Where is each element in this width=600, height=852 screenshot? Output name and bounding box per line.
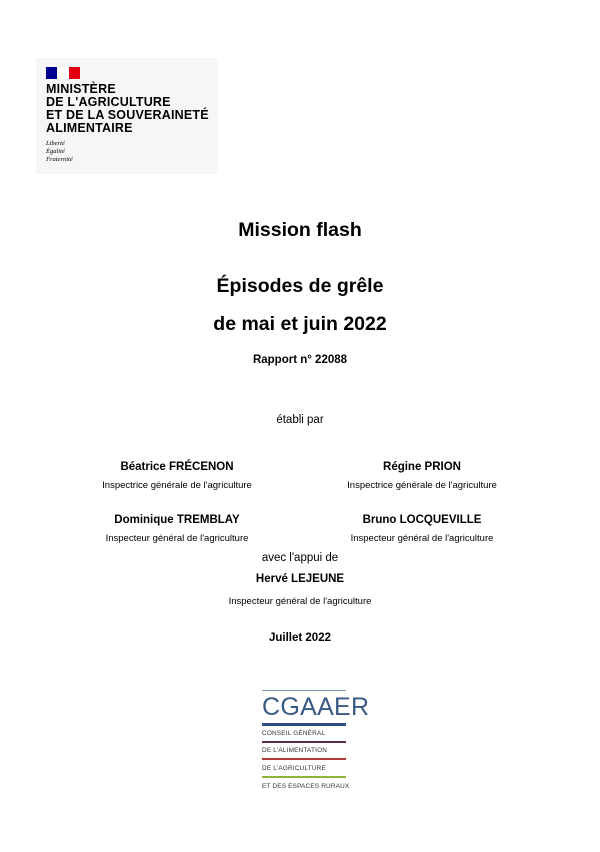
cgaaer-line: DE L'ALIMENTATION	[262, 747, 328, 754]
motto-line: Fraternité	[46, 156, 73, 163]
author-name: Dominique TREMBLAY	[114, 514, 240, 526]
author-name: Régine PRION	[383, 461, 461, 473]
author-role: Inspecteur général de l'agriculture	[105, 533, 249, 544]
ministry-line: MINISTÈRE	[46, 82, 116, 96]
report-number: Rapport n° 22088	[252, 354, 348, 366]
report-subtitle-line2: de mai et juin 2022	[213, 313, 387, 335]
report-title: Mission flash	[238, 219, 362, 241]
ministry-line: DE L'AGRICULTURE	[46, 95, 171, 109]
cgaaer-blue-bar	[262, 723, 346, 726]
support-name: Hervé LEJEUNE	[255, 573, 345, 585]
author-name: Bruno LOCQUEVILLE	[362, 514, 482, 526]
report-subtitle-line1: Épisodes de grêle	[216, 275, 384, 297]
author-role: Inspectrice générale de l'agriculture	[347, 480, 497, 491]
marianne-flag-icon	[46, 67, 80, 79]
ministry-line: ET DE LA SOUVERAINETÉ	[46, 108, 209, 122]
cgaaer-divider	[262, 776, 346, 778]
author-role: Inspecteur général de l'agriculture	[350, 533, 494, 544]
ministry-name	[46, 83, 209, 135]
cgaaer-line: ET DES ESPACES RURAUX	[262, 783, 350, 790]
established-by-label: établi par	[276, 414, 324, 426]
support-role: Inspecteur général de l'agriculture	[228, 596, 372, 607]
ministry-line: ALIMENTAIRE	[46, 121, 133, 135]
motto-line: Égalité	[46, 148, 65, 155]
cgaaer-top-rule	[262, 690, 346, 691]
author-role: Inspectrice générale de l'agriculture	[102, 480, 252, 491]
support-label: avec l'appui de	[261, 552, 339, 564]
motto-line: Liberté	[46, 140, 65, 147]
cgaaer-divider	[262, 758, 346, 760]
cgaaer-divider	[262, 741, 346, 743]
republic-motto	[46, 140, 73, 164]
author-name: Béatrice FRÉCENON	[120, 461, 234, 473]
cgaaer-line: CONSEIL GÉNÉRAL	[262, 730, 326, 737]
report-date: Juillet 2022	[268, 632, 331, 644]
cgaaer-acronym: CGAAER	[262, 693, 370, 721]
cgaaer-line: DE L'AGRICULTURE	[262, 765, 326, 772]
